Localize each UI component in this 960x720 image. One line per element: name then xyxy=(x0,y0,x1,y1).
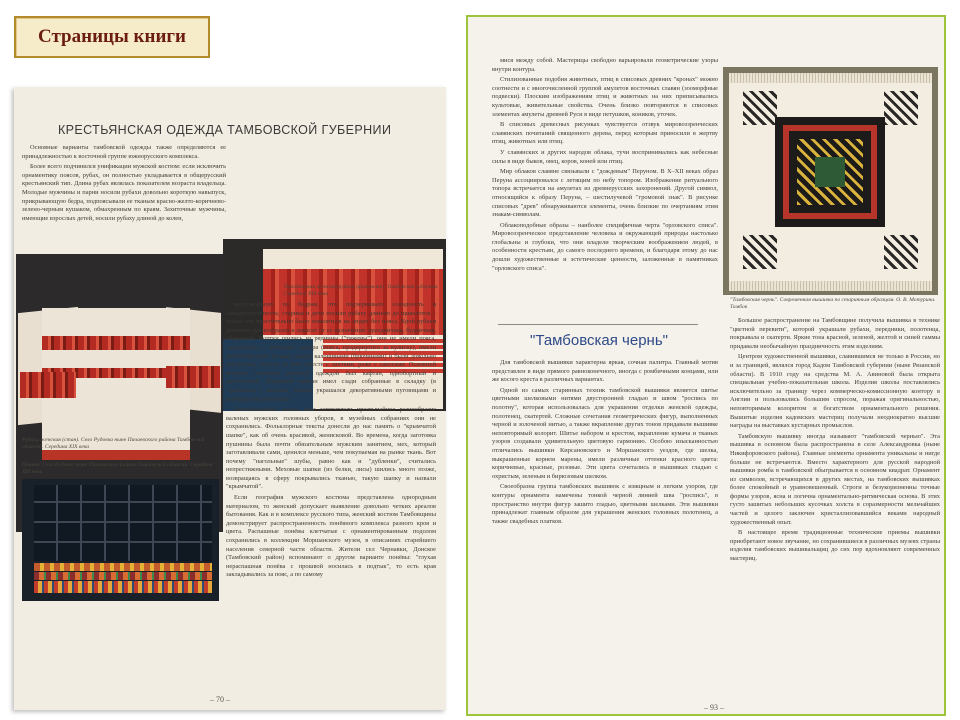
paragraph: Тамбовскую вышивку иногда называют "тамбовской чернью". Эта вышивка в основном была распространена в селе Александровка (ныне Никифоровского района). Главные элементы орнамента уникальны и нигде больше не встречаются. Вместо характерного для русской народной вышивки ромба в тамбовской обыгрывается в основном квадрат. Орнамент из символов, встречающихся в других местах, на тамбовских вышивках более спокойный и уравновешенный. Строги и безукоризненны точные формы узоров, ясна и логична орнаментально-ритмическая основа. В этих густо зашитых небольших кусочках холста в соразмерности мельчайших частей и целого заключен кристаллизовавшийся веками народный художественный опыт. xyxy=(730,432,940,526)
poneva-photo xyxy=(22,479,219,601)
right-text-column-top xyxy=(492,57,718,275)
paragraph: Более всего подчинился унификации мужской костюм: если исключить орнаментику поясов, рубах, он полностью укладывается в общерусский крестьянский тип. Длина рубах являлась показателем возраста владельца. Молодые мужчины и парни носили рубахи довольно короткую навыпуск, прикрывающую бедра, подпоясывали ее тканым красно-желто-коричнево-зелено-черным кушаком, обмахренным по краям. Захиточные мужчины, имеющие взрослых детей, носили рубаху длиной до колен, xyxy=(22,163,226,222)
divider-line xyxy=(498,324,698,325)
paragraph: мися между собой. Мастерицы свободно варьировали геометрические узоры внутри контура. xyxy=(492,57,718,73)
right-text-column-bottom xyxy=(492,359,718,528)
paragraph: В списовых древесных рисунках чувствуется отзвук мировоззренческих славянских почитаний священного дерева, перед которым приносили в жертву птиц, животных или птиц. xyxy=(492,121,718,146)
section-subheading: "Тамбовская чернь" xyxy=(530,332,668,349)
left-book-page xyxy=(14,87,446,710)
paragraph: Одной из самых старинных техник тамбовской вышивки является шитье цветными шелковыми нитями двусторонней гладью и швом "роспись по полотну", которая использовалась для украшения отделки женской одежды, полотенец, скатертей. Сложные сочетания геометрических фигур, выполненных черной и золоченой нитью, а также вкрапление других тонов придавали вышивке неповторимый колорит. Шитье набором и крестом, вкрапление кумача и тканых узоров создавали удивительную цветовую гармонию. Особою изысканностью отличались вышивки Кирсановского и Моршанского уездов, где шелка, выкрашенные корнем марены, имели различные оттенки красного цвета: коричневые, красные, розовые. Эти цвета сочетались в вышивках гладью с охристым, зеленым и бирюзовым шелком. xyxy=(492,386,718,480)
paragraph: В настоящее время традиционные технические приемы вышивки приобретают новое звучание, но сохранившиеся в различных музеях страны изделия тамбовских вышивальщиц до сих пор вдохновляют современных мастериц. xyxy=(730,529,940,563)
paragraph: Большое распространение на Тамбовщине получила вышивка в технике "цветной перевити", которой украшали рубахи, передники, полотенца, покрывала и скатерти. Яркие тона красной, зеленой, желтой и синей гаммы придавали необычайную праздничность этим изделиям. xyxy=(730,317,940,350)
right-text-column-2 xyxy=(730,317,940,566)
paragraph: подпоясанную по бедрам, что подчеркивало солидность и самодостаточность; старики и дети носили рубаху длиною до щиколоток – только им простительно было появляться на людях без пояса. Крой рубахи довольно разнообразен и зависит от ее назначения: праздничная, будничная, обрядовая. Портки шились из рядинны ("тяжемы"), они не имели пояса, укреплялись с помощью ушкура (пояса, продернутого за кулиску), имели ромбообразную вставку между калошинами (брючинами) и были довольно короткими, носили на ноге вместе с лаптями, реже с сапогами. Основной верхней сезонной мужской одеждой был кафтан, однобортный и двубортный. Нарядный кафтан имел сзади собранные в складку (в "грибатому") полочки, иногда украшался декоративными пуговицами и тамбурными розетками. xyxy=(226,301,436,403)
slide-title: Страницы книги xyxy=(14,16,210,58)
paragraph: Своеобразна группа тамбовских вышивок с изящным и легким узором, где контуры орнамента намечены тонкой черной линией шва "роспись", в пространство внутри фигур зашито гладью, цветными шелками. Эти вышивки принадлежат главным образом для украшения женских головных полотенец, а также свадебных платков. xyxy=(492,483,718,525)
page-heading: КРЕСТЬЯНСКАЯ ОДЕЖДА ТАМБОВСКОЙ ГУБЕРНИИ xyxy=(58,123,392,137)
detail-photo-caption: Праздничная женская рубаха (фрагмент). Тамбовская губерния. Середина XIX века xyxy=(284,284,439,297)
paragraph: Облакоподобные образы – наиболее специфичная черта "орловского списа". Мировоззренческое представление человека и окружающей природы настолько глобальны и глубоки, что они владели творческим воображением людей, в особенности крестьян, до самого последнего времени, и благодаря этому до нас дошли художественные и эстетические ценности, заложенные в памятниках "орловского списа". xyxy=(492,221,718,272)
paragraph: Центром художественной вышивки, славившимся не только в России, но и за границей, являлся город Кадом Тамбовской губернии (ныне Рязанской области). В 1910 году на средства М. А. Авиновой была открыта специальная учебно-показательная школа. Изделия школы поставлялись исключительно за границу через коммерческо-комиссионную контору в Англии и пользовались большим спросом, поражая оригинальностью, неповторимым колоритом и богатством орнаментального решения. Вышитые изделия кадомских мастериц получали неоднократно высшие награды на выставках кустарных промыслов. xyxy=(730,353,940,430)
paragraph: Мир облаков славяне связывали с "дождевым" Перуном. В X–XII веках образ Перуна ассоциировался с летящим по небу топором. Изображение ритуального топора встречается на амулетах из древнерусских захоронений. Другой символ, относящийся к образу Перуна, – шестилучевой "громовой знак". В рисунке списовых "древ" обнаруживаются элементы, очень близкие по очертаниям этим знакам-символам. xyxy=(492,168,718,219)
page-number-right: – 93 – xyxy=(704,703,724,712)
embroidery-photo xyxy=(723,67,938,295)
paragraph: Стилизованные подобия животных, птиц в списовых древних "кронах" можно соотнести и с многочисленной группой амулетов восточных славян (зооморфные подвески). Плоским изображениям птиц и животных на них приписывались культовые, живительные свойства. Очень близко повторяются в списовых элементах амулеты древней Руси в виде петушков, коников, уточек. xyxy=(492,76,718,118)
paragraph: Фотообъективы начала века запечатлели чрезвычайное разнообразие валеных мужских головных уборов, в музейных собраниях они не сохранились. Фольклорные тексты донесли до нас память о "крымчатой шапке", как об очень красивой, женисковой. Во времена, когда заготовка пушнины была почти обязательным мужским занятием, мех, который заготавливали сами, ценился меньше, чем покупаемая на рынке ткань. Вот почему "нагольные" шубы, равно как и "дубленки", считались непрестижными. Меховые шапки (из белки, лисы) шились много позже, возвращаясь в сферу покрывались тканью, такую шапку и назвали "крымчатой". xyxy=(226,406,436,491)
paragraph: Для тамбовской вышивки характерна яркая, сочная палитра. Главный мотив представлен в виде прямого равноконечного, иногда с ромбичными концами, или же косого креста в различных вариантах. xyxy=(492,359,718,384)
right-book-page xyxy=(466,15,946,716)
body-text-column xyxy=(226,301,436,582)
paragraph: Если география мужского костюма представлена однородным материалом, то женский допускает выявление довольно четких ареалов бытования. Как и в комплексе русского типа, женский костюм Тамбовщины демонстрирует распространенность понёвного комплекса разного кроя и цвета. Распашные понёвы клетчатые с орнаментированным подолом сохранились в коллекции Моршанского музея, в описаниях старейшего населения северной части области. Жители сел Чернавки, Донское (Тамбовский район) вспоминают о другом варианте понёвы: "глухая нераспашная понёва с прошвой носилась в подтык", то есть края закладывались за пояс, а по самому xyxy=(226,494,436,579)
paragraph: Основные варианты тамбовской одежды также определяются ее принадлежностью к восточной группе южнорусского комплекса. xyxy=(22,144,226,160)
poneva-photo-caption: Понева. Село Рудовка ныне Пичаевского района Тамбовской области. Середина XIX века xyxy=(22,462,213,475)
embroidery-caption: "Тамбовская чернь". Современная вышивка по старинным образцам. О. В. Мотурина. Тамбов xyxy=(730,297,936,310)
paragraph: У славянских и других народов облака, тучи воспринимались как небесные силы в виде быков, овец, коров, коней или птиц. xyxy=(492,148,718,165)
intro-text-column xyxy=(22,144,226,225)
page-number-left: – 70 – xyxy=(210,695,230,704)
shirt-photo-caption: Рубаха женская (стан). Село Рудовка ныне Пичаевского района Тамбовской области. Середина XIX века xyxy=(22,437,205,450)
